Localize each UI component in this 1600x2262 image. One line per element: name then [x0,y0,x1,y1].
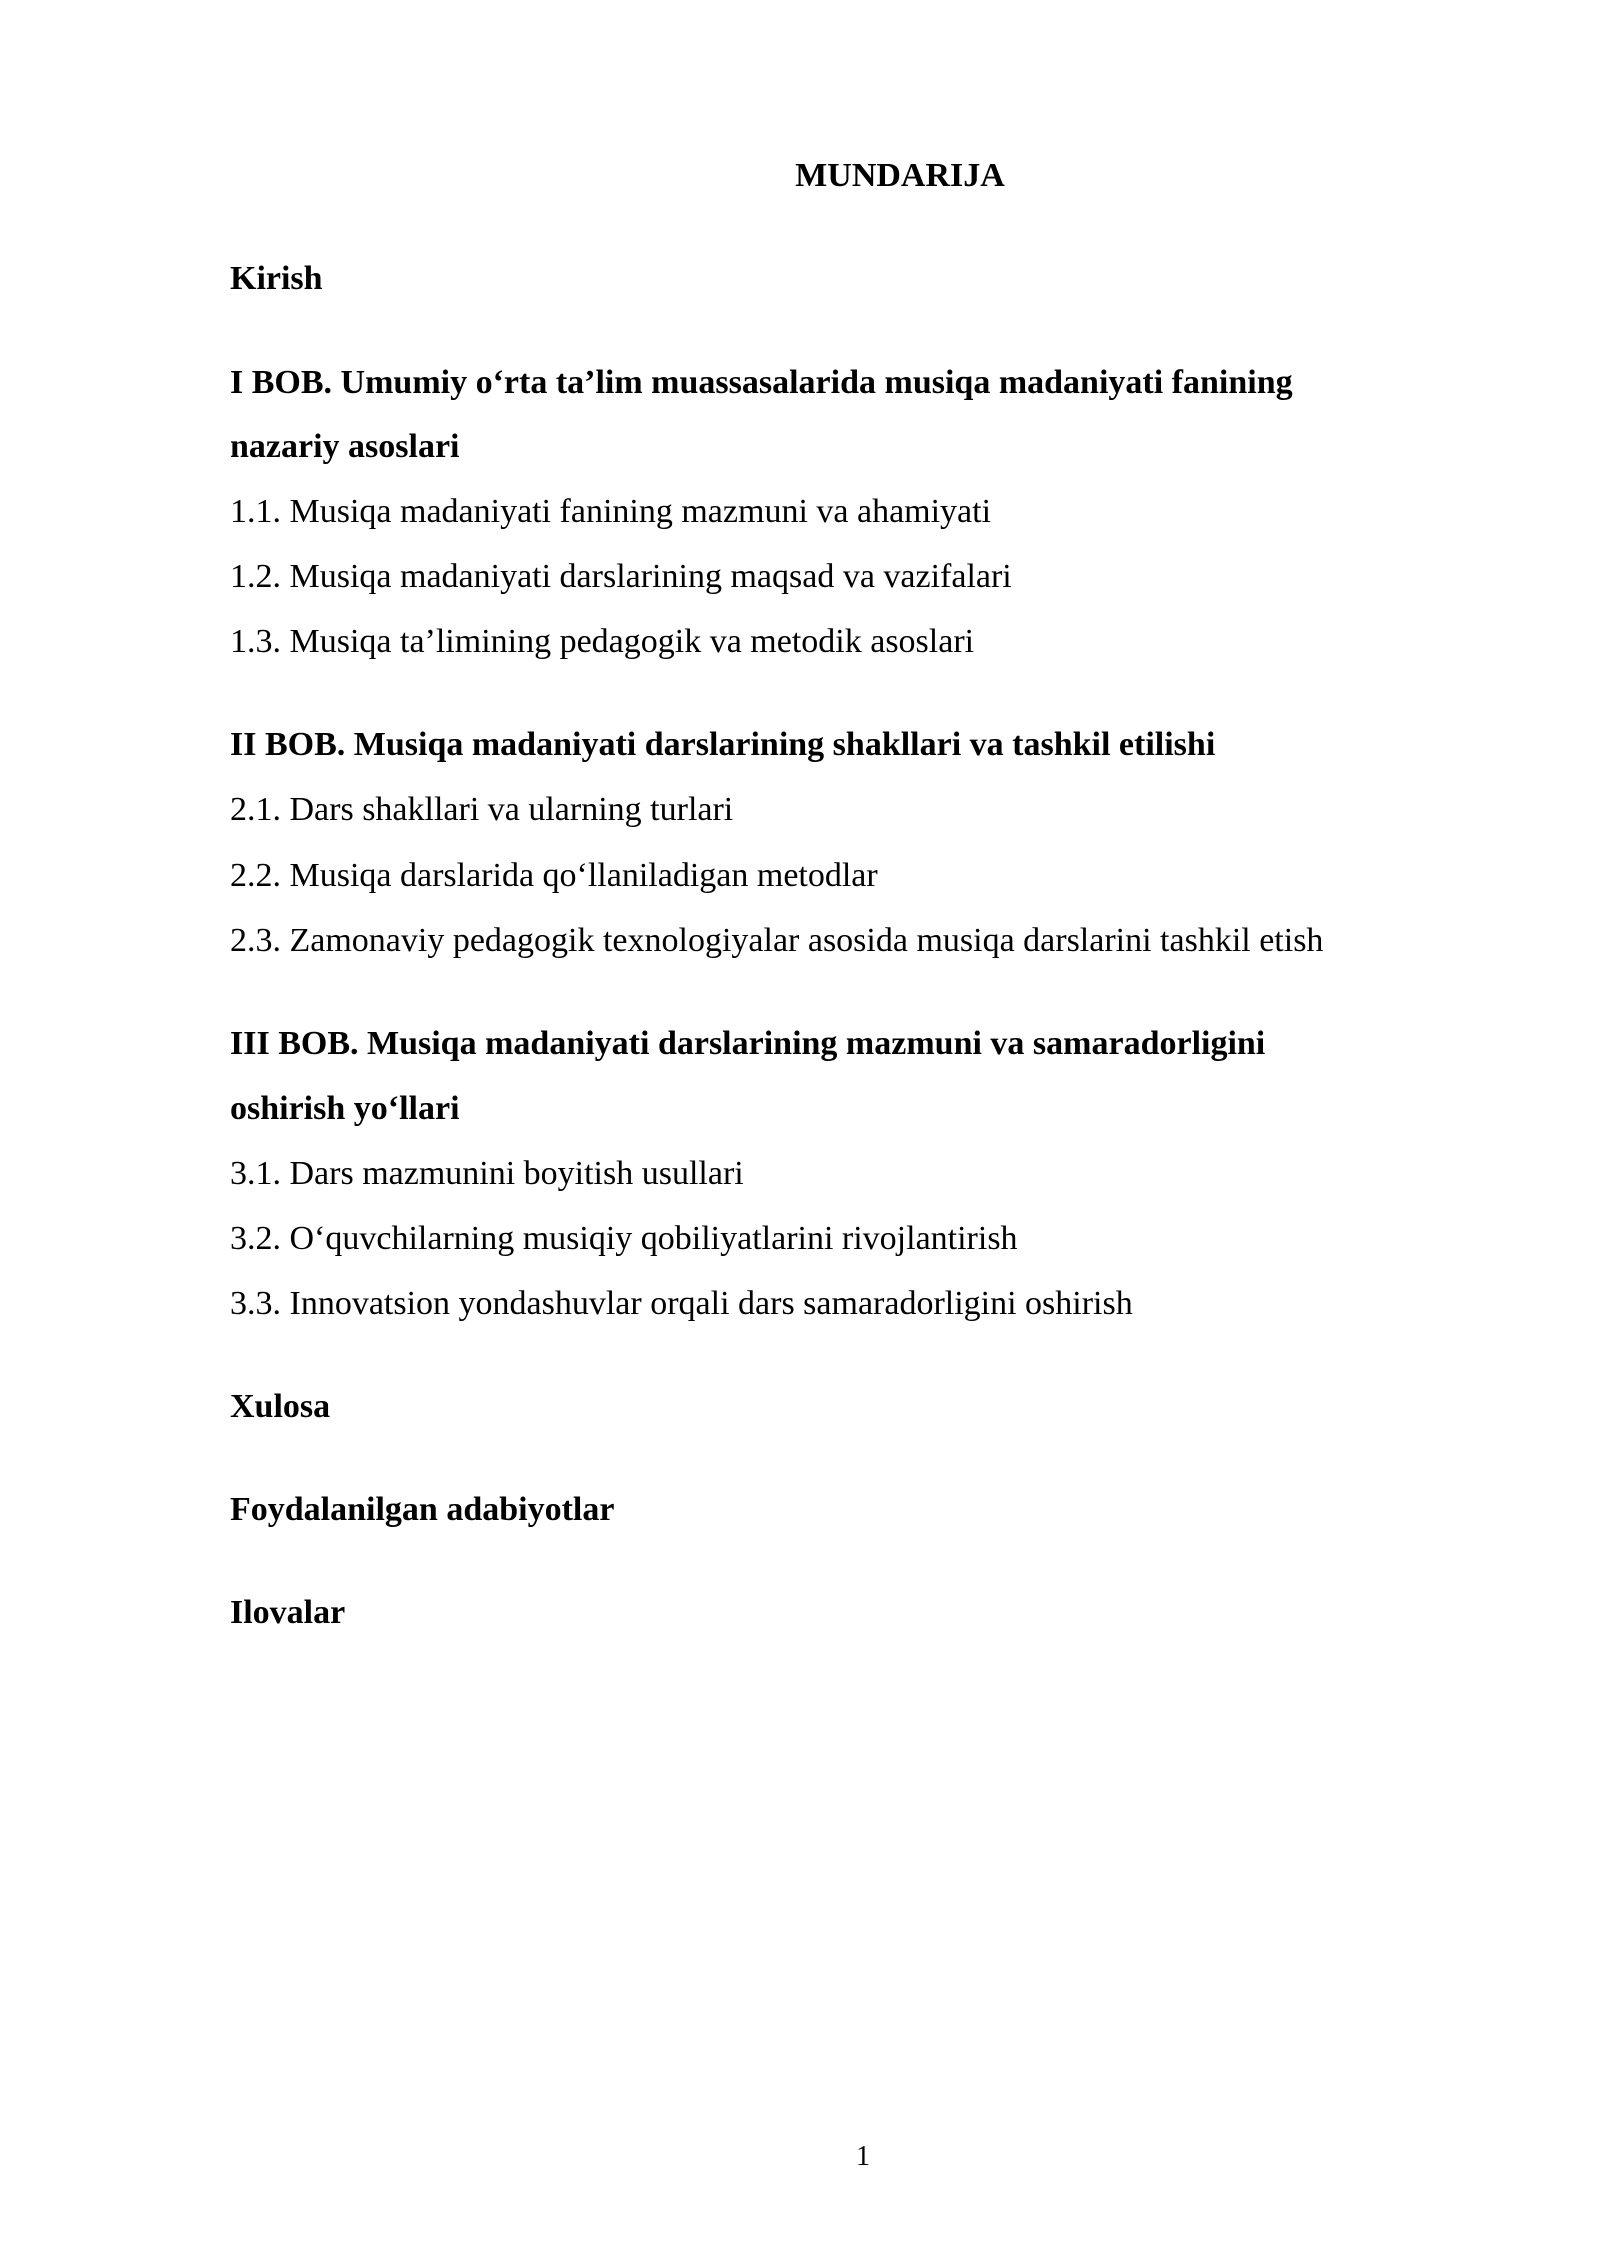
toc-references: Foydalanilgan adabiyotlar [230,1491,615,1528]
toc-conclusion: Xulosa [230,1388,331,1425]
toc-appendices: Ilovalar [230,1594,346,1631]
chapter3-heading-line1: III BOB. Musiqa madaniyati darslarining mazmuni va samaradorligini [230,1025,1266,1062]
section-2-2: 2.2. Musiqa darslarida qo‘llaniladigan metodlar [230,857,878,894]
section-3-2: 3.2. O‘quvchilarning musiqiy qobiliyatlarini rivojlantirish [230,1220,1018,1257]
chapter2-heading: II BOB. Musiqa madaniyati darslarining shakllari va tashkil etilishi [230,726,1216,763]
page-number: 1 [856,2141,870,2172]
chapter3-heading-line2: oshirish yo‘llari [230,1090,460,1127]
section-1-1: 1.1. Musiqa madaniyati fanining mazmuni va ahamiyati [230,493,992,530]
chapter1-heading-line1: I BOB. Umumiy o‘rta ta’lim muassasalarida musiqa madaniyati fanining [230,364,1293,401]
section-3-3: 3.3. Innovatsion yondashuvlar orqali dars samaradorligini oshirish [230,1285,1133,1322]
section-1-3: 1.3. Musiqa ta’limining pedagogik va metodik asoslari [230,623,975,660]
section-2-3: 2.3. Zamonaviy pedagogik texnologiyalar asosida musiqa darslarini tashkil etish [230,922,1324,959]
section-3-1: 3.1. Dars mazmunini boyitish usullari [230,1155,744,1192]
section-1-2: 1.2. Musiqa madaniyati darslarining maqsad va vazifalari [230,558,1012,595]
toc-title: MUNDARIJA [795,157,1005,194]
section-2-1: 2.1. Dars shakllari va ularning turlari [230,791,734,828]
chapter1-heading-line2: nazariy asoslari [230,428,460,465]
toc-introduction: Kirish [230,260,323,297]
